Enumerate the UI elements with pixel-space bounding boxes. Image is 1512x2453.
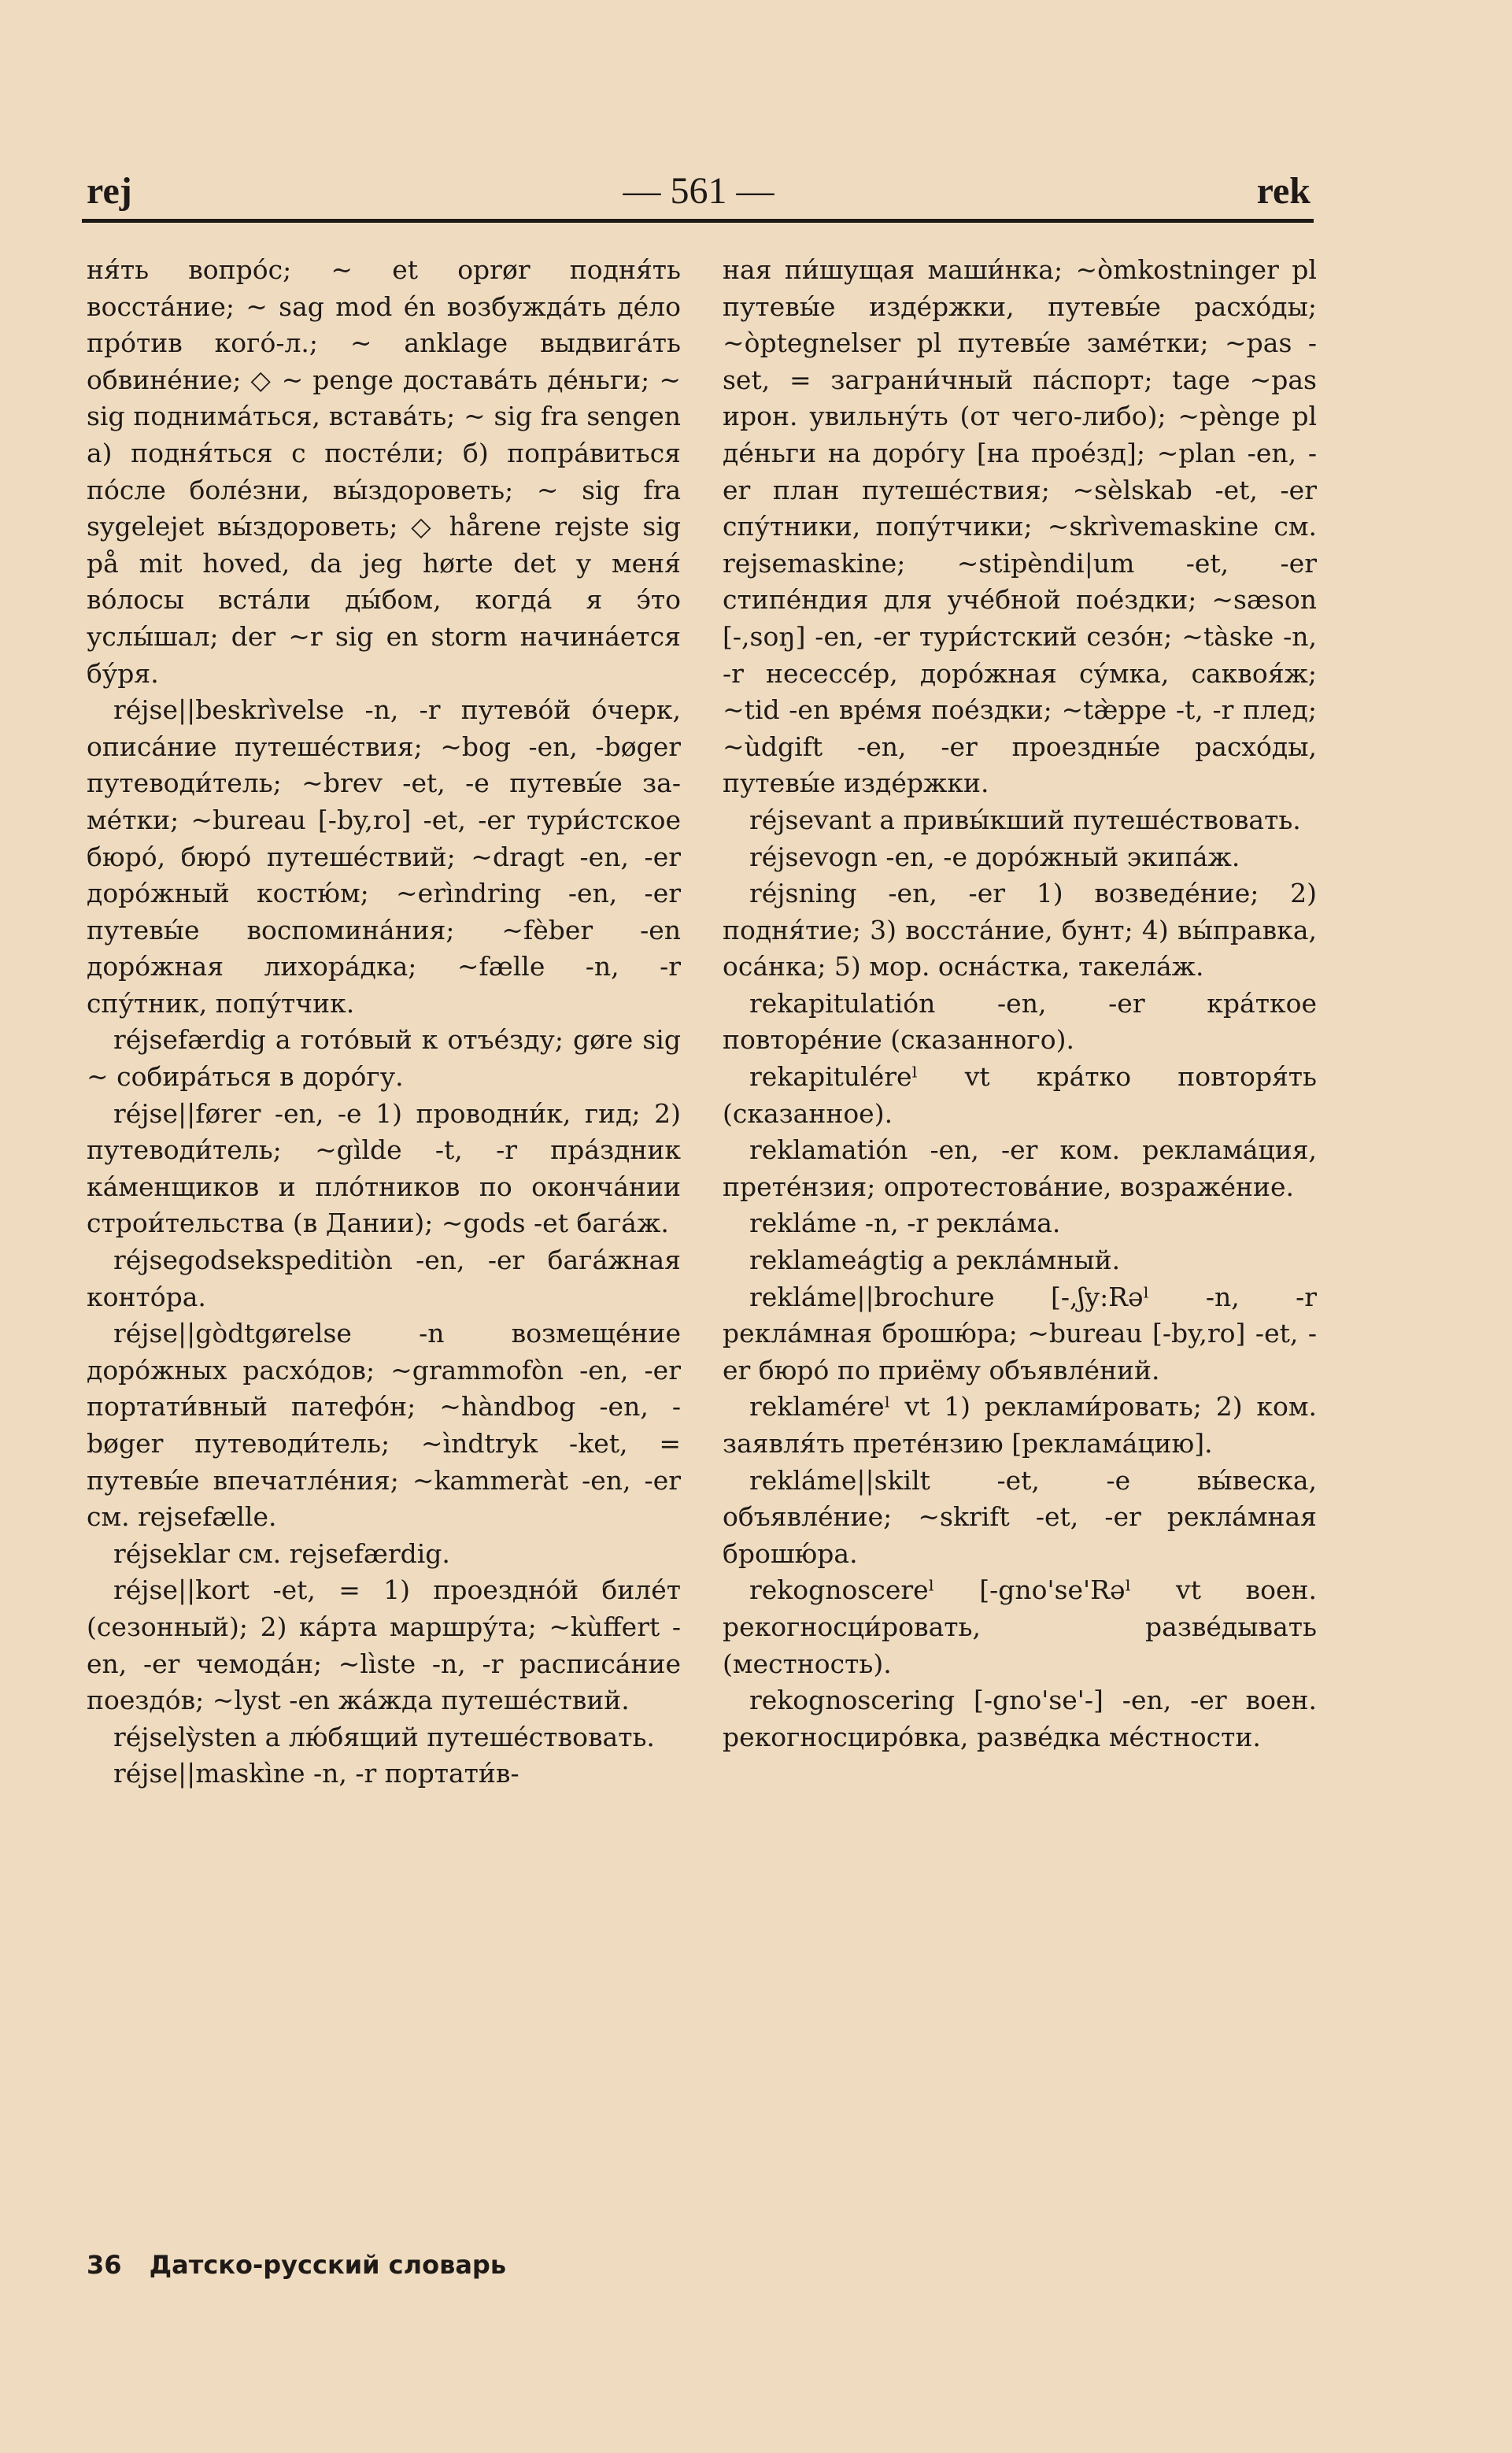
entry: rekapituléreˡ vt кра́тко повторя́ть (сказанное). (723, 1061, 1317, 1129)
entry: réjsegodsekspeditiòn -en, -er бага́жная конто́ра. (87, 1245, 681, 1312)
entry: rekláme||skilt -et, -e вы́веска, объявле́ние; ~skrift -et, -er рекла́мная брошю́ра. (723, 1464, 1317, 1569)
entry: réjsefærdig a гото́вый к отъе́зду; gøre sig ~ собира́ться в доро́гу. (87, 1024, 681, 1093)
signature-number: 36 (87, 2250, 122, 2280)
entry: rekláme -n, -r рекла́ма. (749, 1208, 1061, 1239)
entry: réjse||maskìne -n, -r портати́в- (113, 1758, 519, 1789)
entry: ная пи́шущая маши́нка; ~òmkostninger pl путевы́е изде́ржки, путевы́е расхо́ды; ~òptegnelser pl путевы́е заме́тки; ~pas -set, = заграни́чный па́спорт; tage ~pas ирон. увильну́ть (от чего-либо); ~pènge pl де́ньги на доро́гу [на прое́зд]; ~plan -en, -er план путеше́ствия; ~sèlskab -et, -er спу́тники, попу́тчики; ~skrìvemaskine см. rejsemaskine; ~stipèndi|um -et, -er стипе́ндия для уче́бной пое́здки; ~sæson [-,soŋ] -en, -er тури́стский сезо́н; ~tàske -n, -r несессе́р, доро́жная су́мка, саквоя́ж; ~tid -en вре́мя пое́здки; ~tæ̀ppe -t, -r плед; ~ùdgift -en, -er проездны́е расхо́ды, путевы́е изде́ржки. (723, 254, 1317, 799)
entry: reklamatión -en, -er ком. реклама́ция, прете́нзия; опротестова́ние, возраже́ние. (723, 1134, 1317, 1202)
guide-word-right: rek (1256, 170, 1311, 212)
entry: ня́ть вопро́с; ~ et oprør подня́ть восста́ние; ~ sag mod én возбужда́ть де́ло про́тив кого́-л.; ~ anklage выдвига́ть обвине́ние; ◇ ~ penge достава́ть де́ньги; ~ sig поднима́ться, встава́ть; ~ sig fra sengen a) подня́ться с посте́ли; б) попра́виться по́сле боле́зни, вы́здороветь; ~ sig fra sygelejet вы́здороветь; ◇ hårene rejste sig på mit hoved, da jeg hørte det у меня́ во́лосы вста́ли ды́бом, когда́ я э́то услы́шал; der ~r sig en storm начина́ется бу́ря. (87, 254, 681, 689)
entry: réjse||fører -en, -e 1) проводни́к, гид; 2) путеводи́тель; ~gìlde -t, -r пра́здник ка́менщиков и пло́тников по оконча́нии строи́тельства (в Дании); ~gods -et бага́ж. (87, 1097, 681, 1239)
entry: rekláme||brochure [-,ʃy:Rəˡ -n, -r рекла́мная брошю́ра; ~bureau [-by,ro] -et, -er бюро́ по приёму объявле́ний. (723, 1281, 1317, 1386)
signature-title: Датско-русский словарь (149, 2250, 507, 2280)
entry: réjsevant a привы́кший путеше́ствовать. (749, 804, 1301, 835)
entry: réjse||beskrìvelse -n, -r путево́й о́черк, описа́ние путеше́ствия; ~bog -en, -bøger путеводи́тель; ~brev -et, -e путевы́е заме́тки; ~bureau [-by,ro] -et, -er тури́стское бюро́, бюро́ путеше́ствий; ~dragt -en, -er доро́жный костю́м; ~erìndring -en, -er путевы́е воспомина́ния; ~fèber -en доро́жная лихора́дка; ~fælle -n, -r спу́тник, попу́тчик. (87, 694, 681, 1019)
running-head (87, 169, 1311, 224)
entry: rekognoscering [-gno'se'-] -en, -er воен. рекогносциро́вка, разве́дка ме́стности. (723, 1685, 1317, 1752)
entry: réjsning -en, -er 1) возведе́ние; 2) подня́тие; 3) восста́ние, бунт; 4) вы́правка, оса́нка; 5) мор. осна́стка, такела́ж. (723, 878, 1317, 982)
page-number: — 561 — (623, 170, 774, 212)
entry: rekapitulatión -en, -er кра́ткое повторе́ние (сказанного). (723, 987, 1317, 1056)
entry: reklamérеˡ vt 1) реклами́ровать; 2) ком. заявля́ть прете́нзию [реклама́цию]. (723, 1391, 1317, 1459)
left-column (87, 252, 681, 2188)
entry: réjseklar см. rejsefærdig. (113, 1537, 450, 1569)
header-rule (82, 219, 1314, 223)
entry: réjselỳsten a лю́бящий путеше́ствовать. (113, 1721, 655, 1752)
entry: réjsevogn -en, -e доро́жный экипа́ж. (749, 841, 1240, 872)
entry: reklameágtig a рекла́мный. (749, 1245, 1121, 1276)
entry: réjse||kort -et, = 1) проездно́й биле́т (сезонный); 2) ка́рта маршру́та; ~kùffert -en, -er чемода́н; ~lìste -n, -r расписа́ние поездо́в; ~lyst -en жа́жда путеше́ствий. (87, 1574, 681, 1716)
right-column (723, 252, 1317, 2188)
guide-word-left: rej (87, 170, 132, 212)
entry: réjse||gòdtgørelse -n возмеще́ние доро́жных расхо́дов; ~grammofòn -en, -er портати́вный патефо́н; ~hàndbog -en, -bøger путеводи́тель; ~ìndtryk -ket, = путевы́е впечатле́ния; ~kammeràt -en, -er см. rejsefælle. (87, 1318, 681, 1533)
entry: rekognoscereˡ [-gno'se'Rəˡ vt воен. рекогносци́ровать, разве́дывать (местность). (723, 1574, 1317, 1679)
signature-line (87, 2250, 506, 2280)
